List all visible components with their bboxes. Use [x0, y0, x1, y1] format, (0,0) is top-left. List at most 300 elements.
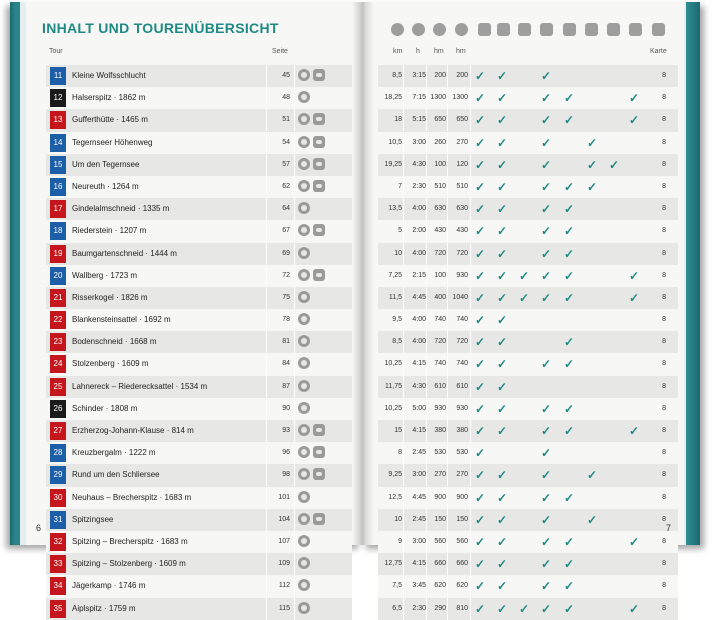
- column-separator: [426, 531, 427, 553]
- tour-map: 8: [662, 537, 666, 545]
- column-separator: [470, 487, 471, 509]
- tour-map: 8: [662, 382, 666, 390]
- check-mark: ✓: [541, 357, 552, 372]
- tour-page: 115: [278, 604, 290, 612]
- check-mark: ✓: [629, 601, 640, 616]
- tour-up: 740: [434, 316, 446, 324]
- tour-number: 13: [50, 111, 66, 129]
- check-mark: ✓: [629, 91, 640, 106]
- check-mark: ✓: [541, 202, 552, 217]
- difficulty-icon: [298, 202, 310, 214]
- column-separator: [470, 575, 471, 597]
- tour-number: 27: [50, 422, 66, 440]
- check-mark: ✓: [497, 313, 508, 328]
- check-mark: ✓: [497, 113, 508, 128]
- column-separator: [403, 243, 404, 265]
- tour-name: Halserspitz · 1862 m: [72, 93, 146, 103]
- check-mark: ✓: [475, 202, 486, 217]
- column-separator: [266, 65, 267, 87]
- tour-row-left: [46, 309, 352, 331]
- check-mark: ✓: [497, 246, 508, 261]
- check-mark: ✓: [541, 246, 552, 261]
- tour-name: Aiplspitz · 1759 m: [72, 603, 136, 613]
- tour-name: Gufferthütte · 1465 m: [72, 115, 148, 125]
- tour-table-right: [378, 65, 678, 620]
- column-separator: [470, 65, 471, 87]
- kids-bear-icon: [313, 269, 325, 281]
- column-separator: [470, 109, 471, 131]
- check-mark: ✓: [475, 179, 486, 194]
- header-hm-down: hm: [456, 48, 466, 55]
- tour-up: 930: [434, 404, 446, 412]
- tour-up: 430: [434, 227, 446, 235]
- kids-bear-icon: [313, 224, 325, 236]
- tour-row-left: [46, 598, 352, 620]
- tour-map: 8: [662, 449, 666, 457]
- tour-h: 4:00: [412, 205, 426, 213]
- left-cover-stripe: [14, 2, 20, 545]
- column-separator: [403, 509, 404, 531]
- tour-down: 720: [456, 338, 468, 346]
- difficulty-icon: [298, 313, 310, 325]
- tour-up: 630: [434, 205, 446, 213]
- check-mark: ✓: [497, 157, 508, 172]
- tour-number: 17: [50, 200, 66, 218]
- column-separator: [447, 509, 448, 531]
- column-separator: [470, 420, 471, 442]
- tour-name: Risserkogel · 1826 m: [72, 292, 148, 302]
- column-separator: [426, 87, 427, 109]
- tour-row-left: [46, 420, 352, 442]
- column-separator: [266, 376, 267, 398]
- difficulty-icon: [298, 446, 310, 458]
- tour-page: 51: [282, 116, 290, 124]
- tour-name: Riederstein · 1207 m: [72, 226, 147, 236]
- column-separator: [403, 598, 404, 620]
- tour-map: 8: [662, 316, 666, 324]
- difficulty-icon: [298, 602, 310, 614]
- tour-row-right: [378, 420, 678, 442]
- column-separator: [470, 154, 471, 176]
- tour-page: 45: [282, 72, 290, 79]
- tour-row-left: [46, 154, 352, 176]
- column-separator: [266, 353, 267, 375]
- tour-page: 96: [282, 449, 290, 457]
- tour-km: 10: [394, 515, 402, 523]
- tour-h: 3:00: [412, 537, 426, 545]
- tour-map: 8: [662, 582, 666, 590]
- tour-name: Blankensteinsattel · 1692 m: [72, 315, 171, 325]
- tour-name: Jägerkamp · 1746 m: [72, 581, 146, 591]
- check-mark: ✓: [564, 224, 575, 239]
- tour-h: 4:15: [412, 560, 426, 568]
- check-mark: ✓: [564, 290, 575, 305]
- check-mark: ✓: [497, 224, 508, 239]
- check-mark: ✓: [541, 557, 552, 572]
- restaurant-icon: [540, 23, 553, 36]
- tour-row-right: [378, 353, 678, 375]
- tour-page: 109: [278, 560, 290, 568]
- tour-page: 81: [282, 338, 290, 346]
- difficulty-icon: [298, 357, 310, 369]
- tour-row-left: [46, 287, 352, 309]
- check-mark: ✓: [497, 290, 508, 305]
- check-mark: ✓: [609, 157, 620, 172]
- tour-down: 930: [456, 404, 468, 412]
- column-separator: [294, 87, 295, 109]
- column-separator: [470, 309, 471, 331]
- column-separator: [447, 87, 448, 109]
- tour-row-left: [46, 487, 352, 509]
- column-separator: [294, 420, 295, 442]
- tour-name: Tegernseer Höhenweg: [72, 137, 153, 147]
- check-mark: ✓: [475, 113, 486, 128]
- tour-map: 8: [662, 138, 666, 146]
- tour-up: 270: [434, 471, 446, 479]
- tour-row-left: [46, 553, 352, 575]
- tour-name: Spitzing – Brecherspitz · 1683 m: [72, 536, 188, 546]
- check-mark: ✓: [541, 290, 552, 305]
- column-separator: [403, 220, 404, 242]
- column-separator: [403, 287, 404, 309]
- column-separator: [294, 65, 295, 87]
- check-mark: ✓: [587, 468, 598, 483]
- tour-row-right: [378, 154, 678, 176]
- tour-h: 2:45: [412, 449, 426, 457]
- tour-map: 8: [662, 182, 666, 190]
- check-mark: ✓: [564, 424, 575, 438]
- column-separator: [426, 376, 427, 398]
- difficulty-icon: [298, 468, 310, 480]
- column-separator: [266, 287, 267, 309]
- column-separator: [426, 442, 427, 464]
- column-separator: [403, 575, 404, 597]
- tour-name: Spitzing – Stolzenberg · 1609 m: [72, 559, 186, 569]
- kids-bear-icon: [313, 446, 325, 458]
- check-mark: ✓: [587, 135, 598, 150]
- tour-name: Bodenschneid · 1668 m: [72, 337, 157, 347]
- column-separator: [403, 109, 404, 131]
- column-separator: [426, 309, 427, 331]
- tour-row-right: [378, 309, 678, 331]
- column-separator: [403, 531, 404, 553]
- tour-name: Kleine Wolfsschlucht: [72, 71, 146, 80]
- tour-row-left: [46, 464, 352, 486]
- tour-name: Kreuzbergalm · 1222 m: [72, 448, 156, 458]
- column-separator: [266, 531, 267, 553]
- tour-down: 650: [456, 116, 468, 124]
- column-separator: [447, 575, 448, 597]
- tour-name: Neuhaus – Brecherspitz · 1683 m: [72, 492, 192, 502]
- kids-bear-icon: [313, 69, 325, 81]
- tour-down: 930: [456, 271, 468, 279]
- column-separator: [426, 487, 427, 509]
- column-separator: [403, 553, 404, 575]
- column-separator: [294, 531, 295, 553]
- difficulty-icon: [298, 380, 310, 392]
- check-mark: ✓: [475, 424, 486, 438]
- column-separator: [403, 154, 404, 176]
- tour-number: 25: [50, 378, 66, 396]
- column-separator: [426, 598, 427, 620]
- difficulty-icon: [298, 491, 310, 503]
- column-separator: [266, 243, 267, 265]
- tour-name: Erzherzog-Johann-Klause · 814 m: [72, 426, 194, 435]
- tour-h: 4:00: [412, 249, 426, 257]
- tour-number: 31: [50, 511, 66, 529]
- tour-number: 14: [50, 134, 66, 152]
- column-separator: [470, 464, 471, 486]
- tour-row-right: [378, 509, 678, 531]
- column-separator: [470, 376, 471, 398]
- column-separator: [294, 287, 295, 309]
- column-separator: [470, 220, 471, 242]
- parking-icon: [478, 23, 491, 36]
- check-mark: ✓: [564, 113, 575, 128]
- column-separator: [266, 442, 267, 464]
- check-mark: ✓: [475, 446, 486, 461]
- column-separator: [294, 265, 295, 287]
- tour-up: 380: [434, 427, 446, 434]
- tour-row-left: [46, 575, 352, 597]
- tour-down: 270: [456, 138, 468, 146]
- tour-h: 3:45: [412, 582, 426, 590]
- check-mark: ✓: [497, 202, 508, 217]
- check-mark: ✓: [475, 157, 486, 172]
- tour-km: 6,5: [392, 604, 402, 612]
- column-separator: [447, 553, 448, 575]
- check-mark: ✓: [475, 601, 486, 616]
- header-hm-up: hm: [434, 48, 444, 55]
- tour-up: 260: [434, 138, 446, 146]
- page-title: INHALT UND TOURENÜBERSICHT: [42, 20, 279, 36]
- column-separator: [447, 243, 448, 265]
- tour-row-right: [378, 376, 678, 398]
- tour-down: 740: [456, 316, 468, 324]
- column-separator: [294, 132, 295, 154]
- column-separator: [447, 420, 448, 442]
- tour-page: 104: [278, 515, 290, 523]
- tour-number: 33: [50, 555, 66, 573]
- column-separator: [266, 487, 267, 509]
- tour-name: Wallberg · 1723 m: [72, 270, 138, 280]
- kids-bear-icon: [313, 513, 325, 525]
- tour-page: 48: [282, 94, 290, 102]
- check-mark: ✓: [541, 534, 552, 549]
- check-mark: ✓: [541, 579, 552, 594]
- tour-name: Rund um den Schliersee: [72, 470, 160, 480]
- column-separator: [294, 509, 295, 531]
- tour-up: 620: [434, 582, 446, 590]
- tour-row-left: [46, 65, 352, 87]
- tour-map: 8: [662, 493, 666, 501]
- check-mark: ✓: [541, 424, 552, 438]
- tour-map: 8: [662, 205, 666, 213]
- tour-number: 35: [50, 600, 66, 618]
- column-separator: [447, 309, 448, 331]
- column-separator: [470, 531, 471, 553]
- check-mark: ✓: [541, 601, 552, 616]
- check-mark: ✓: [497, 534, 508, 549]
- tour-h: 3:00: [412, 138, 426, 146]
- column-separator: [470, 198, 471, 220]
- tour-map: 8: [662, 116, 666, 124]
- difficulty-icon: [298, 557, 310, 569]
- check-mark: ✓: [497, 357, 508, 372]
- check-mark: ✓: [475, 335, 486, 350]
- tour-number: 20: [50, 267, 66, 285]
- tour-number: 12: [50, 89, 66, 107]
- column-separator: [447, 198, 448, 220]
- column-separator: [470, 353, 471, 375]
- clock-icon: [412, 23, 425, 36]
- tour-down: 630: [456, 205, 468, 213]
- column-separator: [426, 220, 427, 242]
- tour-km: 9,25: [388, 471, 402, 479]
- column-separator: [426, 65, 427, 87]
- column-separator: [403, 87, 404, 109]
- tour-h: 4:00: [412, 338, 426, 346]
- difficulty-icon: [298, 335, 310, 347]
- check-mark: ✓: [629, 290, 640, 305]
- tour-km: 7,25: [388, 271, 402, 279]
- tour-row-right: [378, 132, 678, 154]
- column-separator: [403, 331, 404, 353]
- column-separator: [294, 154, 295, 176]
- column-separator: [403, 309, 404, 331]
- tour-km: 10,25: [384, 404, 402, 412]
- tour-km: 10,25: [384, 360, 402, 368]
- check-mark: ✓: [541, 224, 552, 239]
- tour-down: 380: [456, 427, 468, 434]
- column-separator: [403, 420, 404, 442]
- tour-h: 2:30: [412, 604, 426, 612]
- check-mark: ✓: [541, 268, 552, 283]
- check-mark: ✓: [564, 357, 575, 372]
- tour-name: Spitzingsee: [72, 514, 114, 524]
- tour-km: 18,25: [384, 94, 402, 102]
- tour-up: 1300: [430, 94, 446, 102]
- check-mark: ✓: [497, 91, 508, 106]
- tour-page: 64: [282, 205, 290, 213]
- difficulty-icon: [298, 113, 310, 125]
- difficulty-icon: [298, 91, 310, 103]
- difficulty-icon: [298, 513, 310, 525]
- tour-km: 12,75: [384, 560, 402, 568]
- check-mark: ✓: [497, 424, 508, 438]
- check-mark: ✓: [541, 490, 552, 505]
- header-tour: Tour: [49, 48, 63, 55]
- column-separator: [403, 398, 404, 420]
- tour-up: 100: [434, 271, 446, 279]
- tour-map: 8: [662, 160, 666, 168]
- column-separator: [447, 132, 448, 154]
- tour-km: 7,5: [392, 582, 402, 590]
- check-mark: ✓: [475, 69, 486, 83]
- check-mark: ✓: [564, 335, 575, 350]
- column-separator: [447, 353, 448, 375]
- column-separator: [266, 309, 267, 331]
- tour-km: 19,25: [384, 160, 402, 168]
- tour-row-right: [378, 198, 678, 220]
- tour-number: 26: [50, 400, 66, 418]
- check-mark: ✓: [564, 268, 575, 283]
- tour-row-left: [46, 331, 352, 353]
- check-mark: ✓: [475, 557, 486, 572]
- column-separator: [266, 598, 267, 620]
- check-mark: ✓: [497, 401, 508, 416]
- tour-up: 900: [434, 493, 446, 501]
- difficulty-icon: [298, 579, 310, 591]
- column-separator: [447, 287, 448, 309]
- column-separator: [470, 509, 471, 531]
- tour-down: 200: [456, 72, 468, 79]
- tour-number: 34: [50, 577, 66, 595]
- tour-row-right: [378, 65, 678, 87]
- difficulty-icon: [298, 269, 310, 281]
- tour-page: 72: [282, 271, 290, 279]
- check-mark: ✓: [475, 401, 486, 416]
- tour-number: 18: [50, 222, 66, 240]
- check-mark: ✓: [564, 601, 575, 616]
- column-separator: [266, 132, 267, 154]
- column-separator: [403, 198, 404, 220]
- check-mark: ✓: [497, 557, 508, 572]
- column-separator: [294, 309, 295, 331]
- tour-number: 24: [50, 355, 66, 373]
- kids-bear-icon: [313, 158, 325, 170]
- column-separator: [426, 287, 427, 309]
- column-separator: [426, 331, 427, 353]
- tour-page: 84: [282, 360, 290, 368]
- column-separator: [447, 464, 448, 486]
- column-separator: [266, 509, 267, 531]
- check-mark: ✓: [497, 335, 508, 350]
- check-mark: ✓: [497, 179, 508, 194]
- check-mark: ✓: [541, 113, 552, 128]
- column-separator: [426, 353, 427, 375]
- difficulty-icon: [298, 247, 310, 259]
- tour-page: 90: [282, 404, 290, 412]
- check-mark: ✓: [497, 69, 508, 83]
- tour-row-left: [46, 220, 352, 242]
- tour-km: 9: [398, 537, 402, 545]
- kids-bear-icon: [313, 180, 325, 192]
- check-mark: ✓: [475, 379, 486, 394]
- column-separator: [447, 265, 448, 287]
- tour-row-right: [378, 598, 678, 620]
- tour-page: 69: [282, 249, 290, 257]
- tour-row-left: [46, 353, 352, 375]
- column-separator: [447, 442, 448, 464]
- tour-page: 67: [282, 227, 290, 235]
- tour-row-left: [46, 531, 352, 553]
- tour-down: 560: [456, 537, 468, 545]
- check-mark: ✓: [629, 268, 640, 283]
- tour-page: 54: [282, 138, 290, 146]
- tour-row-left: [46, 398, 352, 420]
- column-separator: [403, 265, 404, 287]
- check-mark: ✓: [497, 268, 508, 283]
- check-mark: ✓: [497, 490, 508, 505]
- check-mark: ✓: [497, 579, 508, 594]
- column-separator: [470, 176, 471, 198]
- column-separator: [426, 575, 427, 597]
- column-separator: [266, 575, 267, 597]
- column-separator: [447, 531, 448, 553]
- tour-number: 15: [50, 156, 66, 174]
- tour-row-right: [378, 531, 678, 553]
